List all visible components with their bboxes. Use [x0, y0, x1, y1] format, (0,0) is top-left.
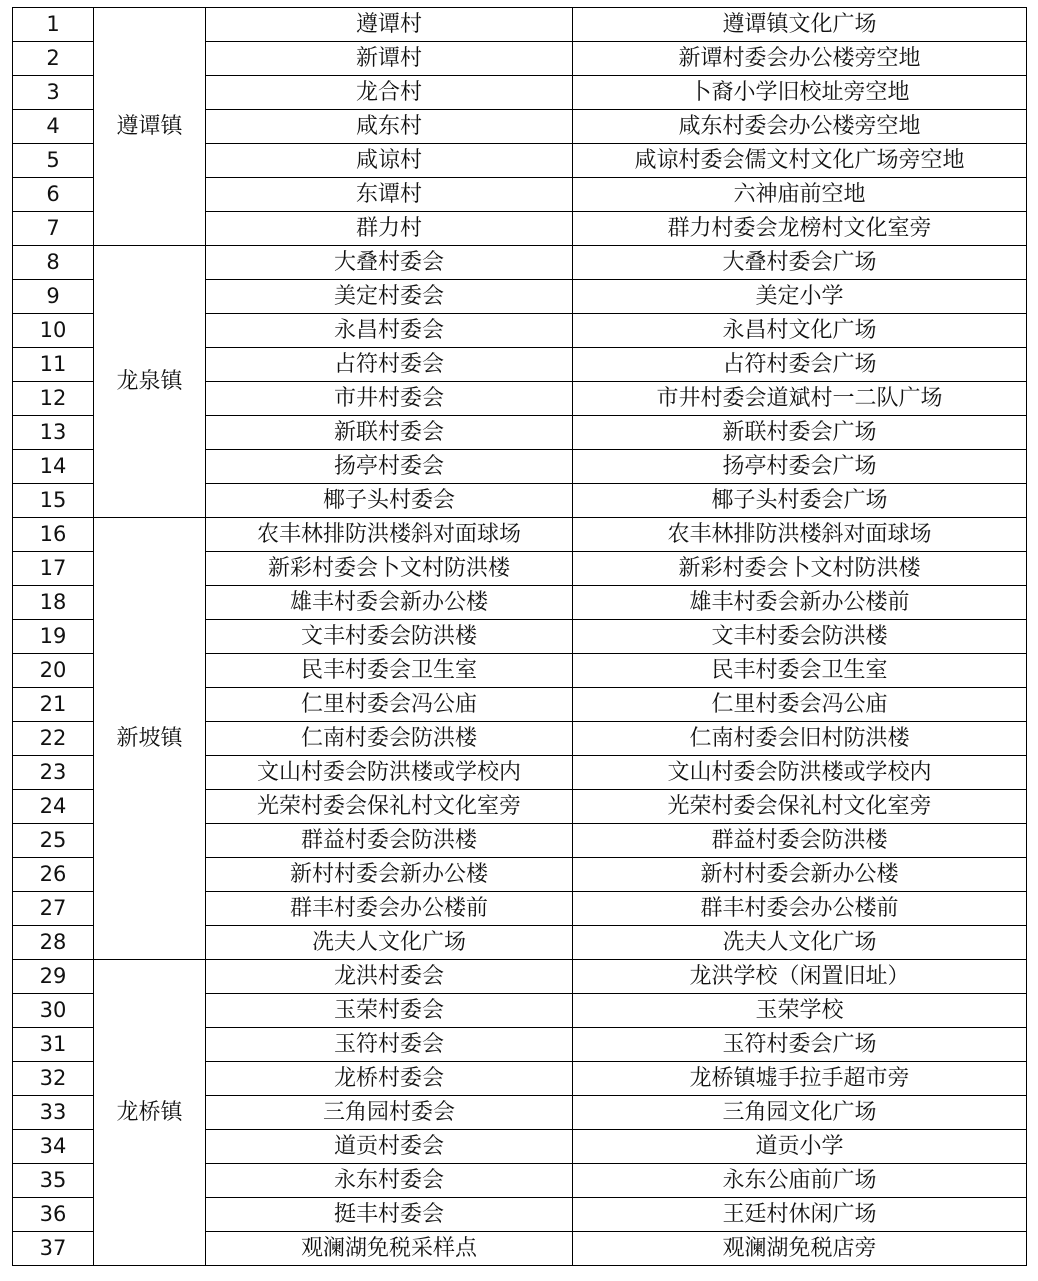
- sampling-site: 椰子头村委会广场: [573, 484, 1027, 518]
- sampling-site: 市井村委会道斌村一二队广场: [573, 382, 1027, 416]
- village-name: 大叠村委会: [206, 246, 573, 280]
- village-name: 民丰村委会卫生室: [206, 654, 573, 688]
- table-row: [13, 246, 1027, 280]
- sampling-site: 群力村委会龙榜村文化室旁: [573, 212, 1027, 246]
- sampling-site: 遵谭镇文化广场: [573, 8, 1027, 42]
- village-name: 观澜湖免税采样点: [206, 1232, 573, 1266]
- village-name: 仁南村委会防洪楼: [206, 722, 573, 756]
- village-name: 玉荣村委会: [206, 994, 573, 1028]
- row-number: 8: [13, 246, 94, 280]
- village-name: 扬亭村委会: [206, 450, 573, 484]
- sampling-site: 扬亭村委会广场: [573, 450, 1027, 484]
- row-number: 5: [13, 144, 94, 178]
- row-number: 36: [13, 1198, 94, 1232]
- row-number: 24: [13, 790, 94, 824]
- village-name: 仁里村委会冯公庙: [206, 688, 573, 722]
- row-number: 9: [13, 280, 94, 314]
- sampling-site: 文丰村委会防洪楼: [573, 620, 1027, 654]
- table-row: [13, 960, 1027, 994]
- village-name: 光荣村委会保礼村文化室旁: [206, 790, 573, 824]
- town-name: 遵谭镇: [94, 8, 206, 246]
- village-name: 永东村委会: [206, 1164, 573, 1198]
- village-name: 群益村委会防洪楼: [206, 824, 573, 858]
- sampling-site: 农丰林排防洪楼斜对面球场: [573, 518, 1027, 552]
- row-number: 15: [13, 484, 94, 518]
- row-number: 13: [13, 416, 94, 450]
- row-number: 34: [13, 1130, 94, 1164]
- sampling-site: 卜裔小学旧校址旁空地: [573, 76, 1027, 110]
- village-name: 新联村委会: [206, 416, 573, 450]
- table-row: [13, 8, 1027, 42]
- sampling-site: 六神庙前空地: [573, 178, 1027, 212]
- village-name: 新村村委会新办公楼: [206, 858, 573, 892]
- village-name: 雄丰村委会新办公楼: [206, 586, 573, 620]
- row-number: 27: [13, 892, 94, 926]
- row-number: 33: [13, 1096, 94, 1130]
- row-number: 26: [13, 858, 94, 892]
- sampling-site: 雄丰村委会新办公楼前: [573, 586, 1027, 620]
- row-number: 4: [13, 110, 94, 144]
- row-number: 12: [13, 382, 94, 416]
- village-name: 三角园村委会: [206, 1096, 573, 1130]
- row-number: 37: [13, 1232, 94, 1266]
- row-number: 25: [13, 824, 94, 858]
- village-name: 咸谅村: [206, 144, 573, 178]
- village-name: 文丰村委会防洪楼: [206, 620, 573, 654]
- sampling-site: 玉符村委会广场: [573, 1028, 1027, 1062]
- row-number: 3: [13, 76, 94, 110]
- row-number: 28: [13, 926, 94, 960]
- sampling-site: 新村村委会新办公楼: [573, 858, 1027, 892]
- sampling-site: 新联村委会广场: [573, 416, 1027, 450]
- sampling-site: 大叠村委会广场: [573, 246, 1027, 280]
- row-number: 7: [13, 212, 94, 246]
- row-number: 6: [13, 178, 94, 212]
- row-number: 11: [13, 348, 94, 382]
- row-number: 22: [13, 722, 94, 756]
- sampling-site: 龙洪学校（闲置旧址）: [573, 960, 1027, 994]
- village-name: 椰子头村委会: [206, 484, 573, 518]
- village-name: 农丰林排防洪楼斜对面球场: [206, 518, 573, 552]
- table-row: [13, 518, 1027, 552]
- sampling-site: 王廷村休闲广场: [573, 1198, 1027, 1232]
- sampling-site: 道贡小学: [573, 1130, 1027, 1164]
- sampling-site: 新彩村委会卜文村防洪楼: [573, 552, 1027, 586]
- village-name: 遵谭村: [206, 8, 573, 42]
- row-number: 32: [13, 1062, 94, 1096]
- row-number: 31: [13, 1028, 94, 1062]
- village-name: 群丰村委会办公楼前: [206, 892, 573, 926]
- village-name: 美定村委会: [206, 280, 573, 314]
- village-name: 群力村: [206, 212, 573, 246]
- sampling-site: 群丰村委会办公楼前: [573, 892, 1027, 926]
- row-number: 10: [13, 314, 94, 348]
- sampling-site: 龙桥镇墟手拉手超市旁: [573, 1062, 1027, 1096]
- town-name: 龙桥镇: [94, 960, 206, 1266]
- village-name: 东谭村: [206, 178, 573, 212]
- sampling-site: 民丰村委会卫生室: [573, 654, 1027, 688]
- row-number: 16: [13, 518, 94, 552]
- village-name: 龙桥村委会: [206, 1062, 573, 1096]
- sampling-site: 新谭村委会办公楼旁空地: [573, 42, 1027, 76]
- row-number: 19: [13, 620, 94, 654]
- village-name: 市井村委会: [206, 382, 573, 416]
- sampling-site-table: [12, 7, 1027, 1266]
- sampling-site: 咸东村委会办公楼旁空地: [573, 110, 1027, 144]
- row-number: 17: [13, 552, 94, 586]
- village-name: 新谭村: [206, 42, 573, 76]
- row-number: 14: [13, 450, 94, 484]
- sampling-site: 冼夫人文化广场: [573, 926, 1027, 960]
- row-number: 23: [13, 756, 94, 790]
- village-name: 挺丰村委会: [206, 1198, 573, 1232]
- row-number: 1: [13, 8, 94, 42]
- sampling-site: 占符村委会广场: [573, 348, 1027, 382]
- sampling-site: 三角园文化广场: [573, 1096, 1027, 1130]
- sampling-site: 玉荣学校: [573, 994, 1027, 1028]
- village-name: 道贡村委会: [206, 1130, 573, 1164]
- village-name: 文山村委会防洪楼或学校内: [206, 756, 573, 790]
- sampling-site: 观澜湖免税店旁: [573, 1232, 1027, 1266]
- row-number: 29: [13, 960, 94, 994]
- village-name: 冼夫人文化广场: [206, 926, 573, 960]
- sampling-site: 咸谅村委会儒文村文化广场旁空地: [573, 144, 1027, 178]
- sampling-site: 文山村委会防洪楼或学校内: [573, 756, 1027, 790]
- sampling-site: 美定小学: [573, 280, 1027, 314]
- town-name: 新坡镇: [94, 518, 206, 960]
- village-name: 咸东村: [206, 110, 573, 144]
- village-name: 新彩村委会卜文村防洪楼: [206, 552, 573, 586]
- town-name: 龙泉镇: [94, 246, 206, 518]
- row-number: 18: [13, 586, 94, 620]
- row-number: 2: [13, 42, 94, 76]
- village-name: 龙洪村委会: [206, 960, 573, 994]
- row-number: 30: [13, 994, 94, 1028]
- sampling-site: 群益村委会防洪楼: [573, 824, 1027, 858]
- sampling-site: 仁里村委会冯公庙: [573, 688, 1027, 722]
- table-body: [13, 8, 1027, 1266]
- village-name: 龙合村: [206, 76, 573, 110]
- sampling-site: 永昌村文化广场: [573, 314, 1027, 348]
- row-number: 35: [13, 1164, 94, 1198]
- village-name: 占符村委会: [206, 348, 573, 382]
- village-name: 玉符村委会: [206, 1028, 573, 1062]
- row-number: 20: [13, 654, 94, 688]
- sampling-site: 仁南村委会旧村防洪楼: [573, 722, 1027, 756]
- village-name: 永昌村委会: [206, 314, 573, 348]
- sampling-site: 永东公庙前广场: [573, 1164, 1027, 1198]
- sampling-site: 光荣村委会保礼村文化室旁: [573, 790, 1027, 824]
- row-number: 21: [13, 688, 94, 722]
